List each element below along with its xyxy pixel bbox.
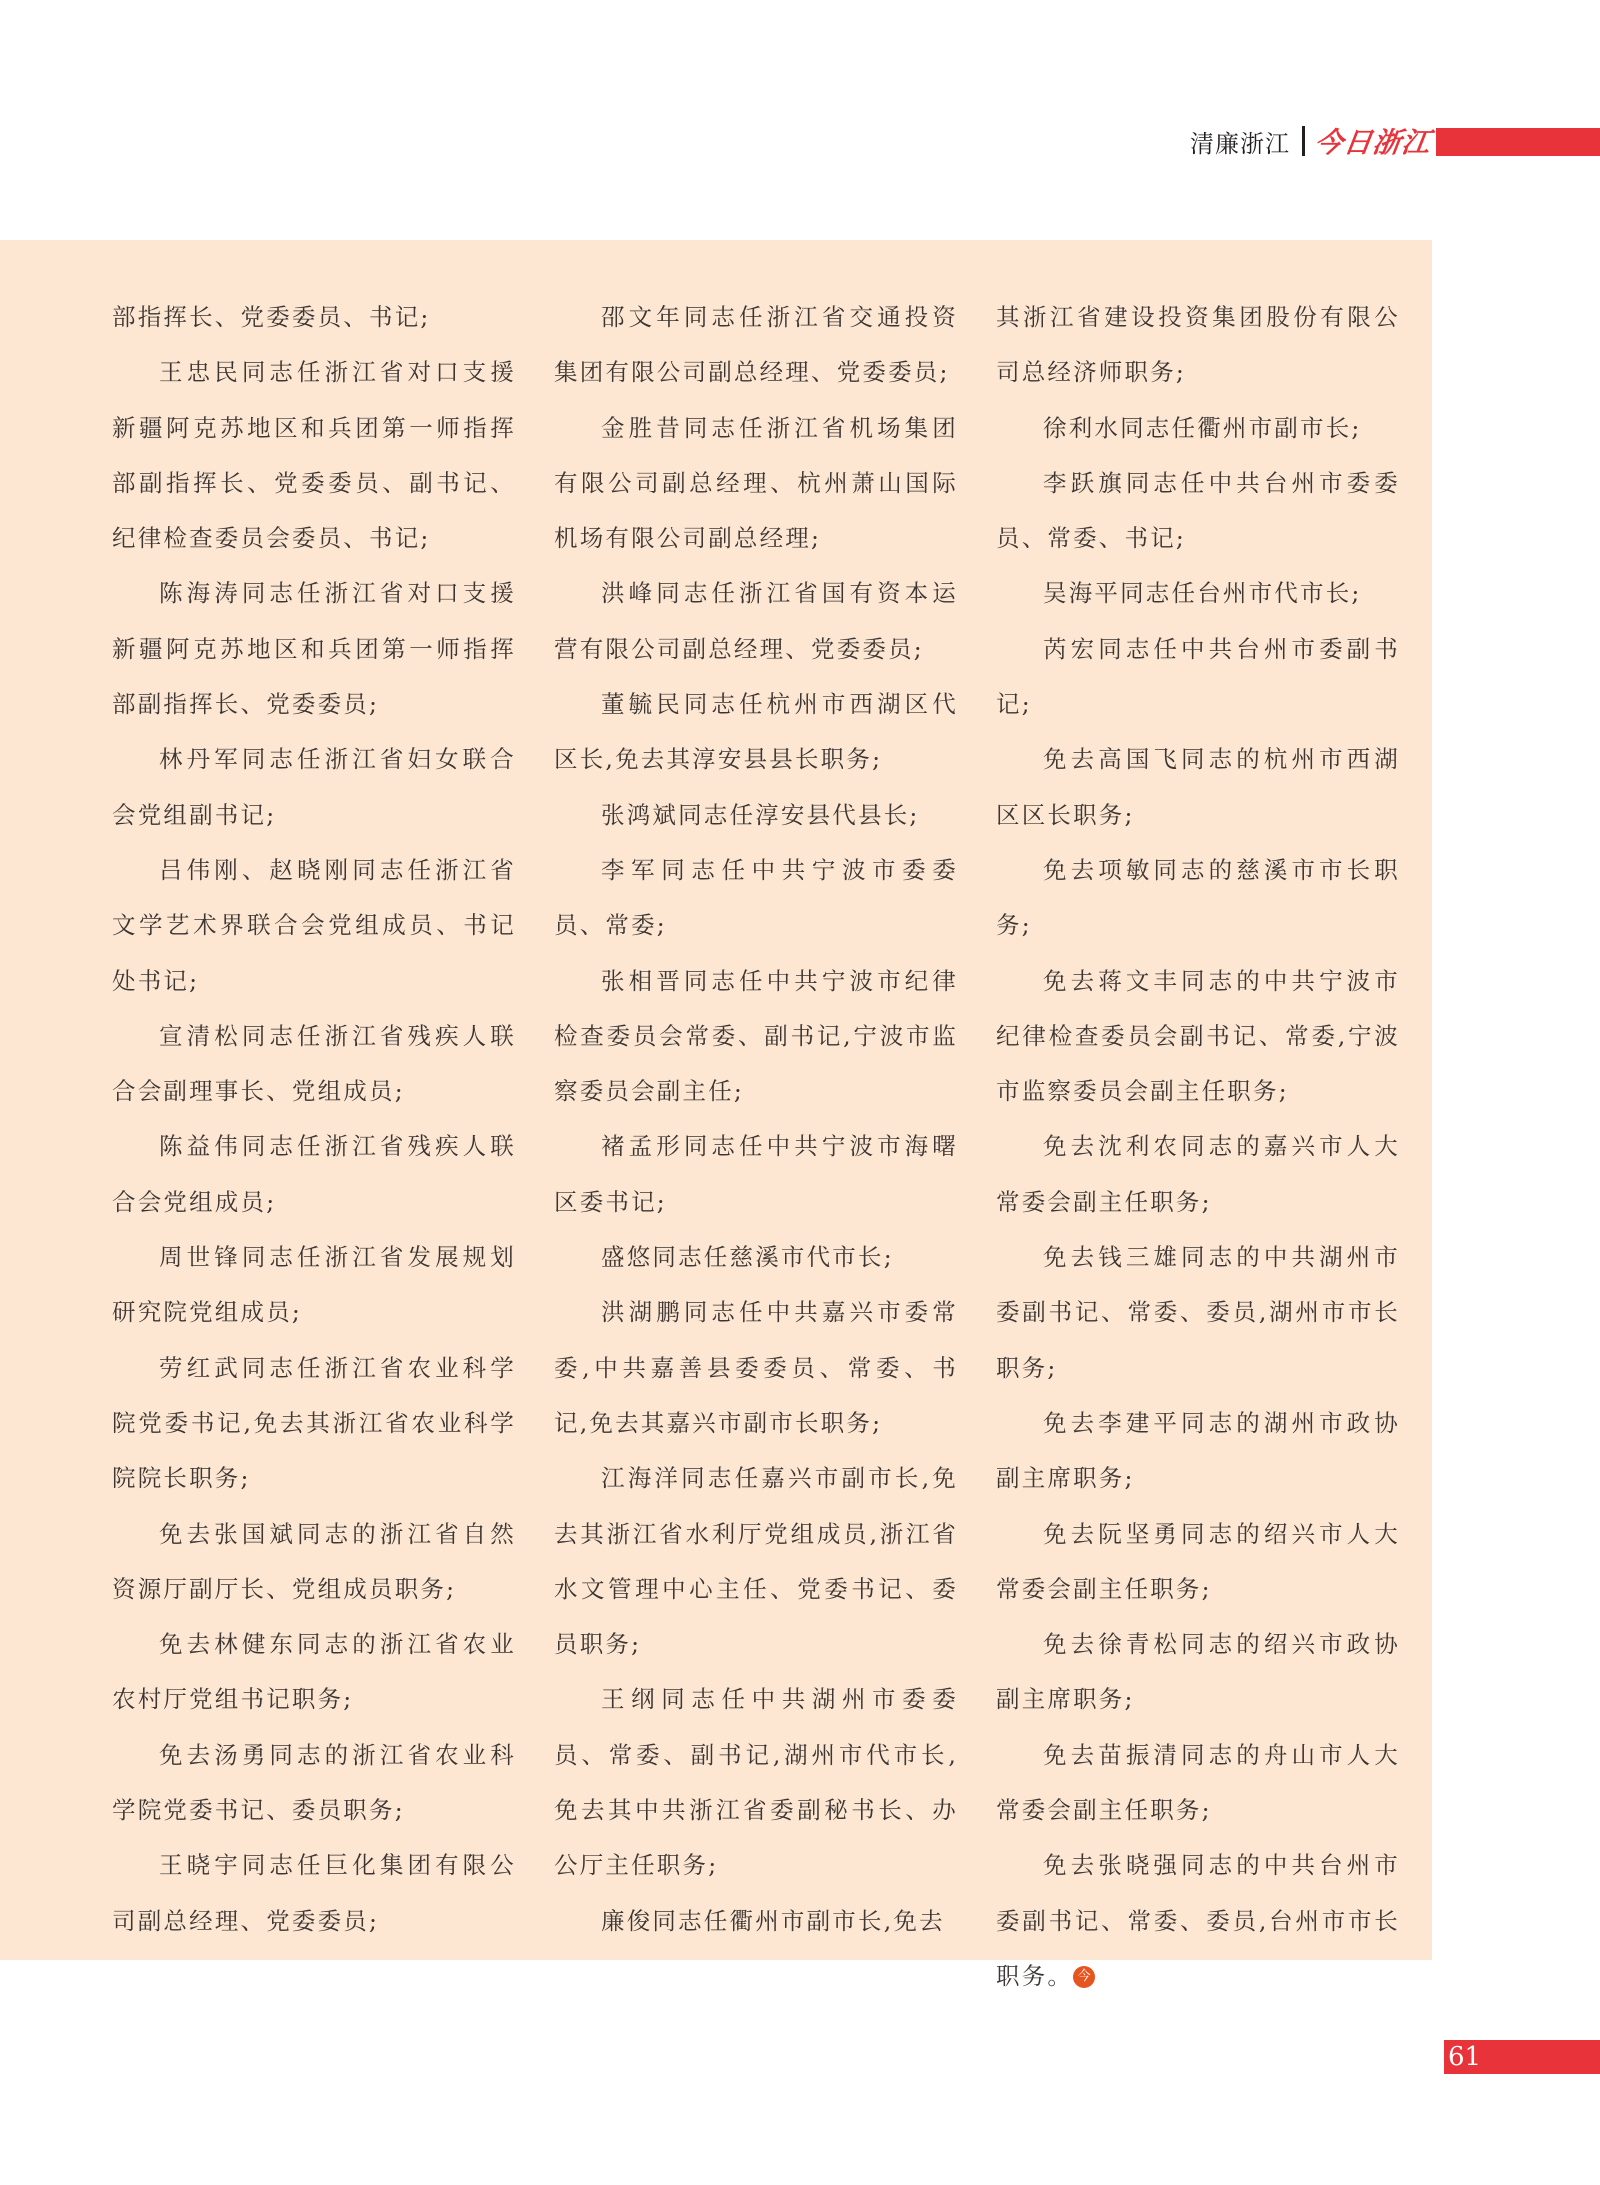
paragraph-text: 劳红武同志任浙江省农业科学院党委书记,免去其浙江省农业科学院院长职务; <box>112 1353 516 1493</box>
paragraph-text: 李跃旗同志任中共台州市委委员、常委、书记; <box>996 468 1400 553</box>
paragraph-text: 其浙江省建设投资集团股份有限公司总经济师职务; <box>996 303 1400 387</box>
paragraph-text: 芮宏同志任中共台州市委副书记; <box>996 634 1400 719</box>
page-number: 61 <box>1448 2042 1482 2072</box>
paragraph-text: 洪湖鹏同志任中共嘉兴市委常委,中共嘉善县委委员、常委、书记,免去其嘉兴市副市长职务; <box>554 1298 958 1437</box>
paragraph <box>554 788 958 843</box>
paragraph-text: 林丹军同志任浙江省妇女联合会党组副书记; <box>112 745 516 829</box>
end-mark-icon: 今 <box>1073 1966 1095 1988</box>
paragraph-text: 免去高国飞同志的杭州市西湖区区长职务; <box>996 745 1400 829</box>
paragraph-text: 免去林健东同志的浙江省农业农村厅党组书记职务; <box>112 1630 516 1714</box>
paragraph-text: 金胜昔同志任浙江省机场集团有限公司副总经理、杭州萧山国际机场有限公司副总经理; <box>554 413 958 553</box>
paragraph-text: 免去项敏同志的慈溪市市长职务; <box>996 855 1400 940</box>
paragraph-text: 免去阮坚勇同志的绍兴市人大常委会副主任职务; <box>996 1519 1400 1603</box>
paragraph-text: 免去苗振清同志的舟山市人大常委会副主任职务; <box>996 1740 1400 1825</box>
paragraph-text: 张鸿斌同志任淳安县代县长; <box>601 800 920 829</box>
paragraph <box>554 1894 958 1949</box>
paragraph-text: 免去蒋文丰同志的中共宁波市纪律检查委员会副书记、常委,宁波市监察委员会副主任职务; <box>996 966 1400 1106</box>
paragraph <box>996 1230 1400 1396</box>
paragraph-text: 董毓民同志任杭州市西湖区代区长,免去其淳安县县长职务; <box>554 690 958 774</box>
paragraph <box>554 1285 958 1451</box>
paragraph-text: 吕伟刚、赵晓刚同志任浙江省文学艺术界联合会党组成员、书记处书记; <box>112 855 516 995</box>
paragraph-text: 江海洋同志任嘉兴市副市长,免去其浙江省水利厅党组成员,浙江省水文管理中心主任、党委书记、委员职务; <box>554 1464 958 1659</box>
text-column-2 <box>554 290 958 1949</box>
paragraph-text: 张相晋同志任中共宁波市纪律检查委员会常委、副书记,宁波市监察委员会副主任; <box>554 966 958 1106</box>
paragraph <box>996 843 1400 954</box>
header-divider <box>1302 126 1305 156</box>
paragraph <box>996 566 1400 621</box>
paragraph <box>554 1119 958 1230</box>
paragraph-text: 免去张国斌同志的浙江省自然资源厅副厅长、党组成员职务; <box>112 1519 516 1603</box>
paragraph-text: 洪峰同志任浙江省国有资本运营有限公司副总经理、党委委员; <box>554 579 958 663</box>
paragraph-text: 部指挥长、党委委员、书记; <box>112 303 431 331</box>
paragraph <box>996 1119 1400 1230</box>
paragraph-text: 免去李建平同志的湖州市政协副主席职务; <box>996 1408 1400 1493</box>
paragraph <box>996 954 1400 1120</box>
paragraph-text: 免去徐青松同志的绍兴市政协副主席职务; <box>996 1630 1400 1714</box>
paragraph-text: 邵文年同志任浙江省交通投资集团有限公司副总经理、党委委员; <box>554 303 958 387</box>
paragraph-text: 免去钱三雄同志的中共湖州市委副书记、常委、委员,湖州市市长职务; <box>996 1243 1400 1382</box>
paragraph <box>112 732 516 843</box>
paragraph-text: 陈海涛同志任浙江省对口支援新疆阿克苏地区和兵团第一师指挥部副指挥长、党委委员; <box>112 579 516 719</box>
paragraph <box>112 345 516 566</box>
paragraph <box>554 954 958 1120</box>
paragraph-text: 陈益伟同志任浙江省残疾人联合会党组成员; <box>112 1132 516 1216</box>
paragraph-text: 廉俊同志任衢州市副市长,免去 <box>601 1906 945 1935</box>
page-header <box>1190 124 1434 159</box>
paragraph <box>996 1617 1400 1728</box>
paragraph <box>996 401 1400 456</box>
paragraph <box>996 456 1400 567</box>
paragraph <box>996 732 1400 843</box>
paragraph <box>112 1009 516 1120</box>
paragraph-text: 宣清松同志任浙江省残疾人联合会副理事长、党组成员; <box>112 1021 516 1106</box>
paragraph-text: 王晓宇同志任巨化集团有限公司副总经理、党委委员; <box>112 1851 516 1935</box>
paragraph <box>112 1230 516 1341</box>
text-column-1 <box>112 290 516 1949</box>
paragraph <box>554 843 958 954</box>
paragraph-text: 盛悠同志任慈溪市代市长; <box>601 1243 894 1272</box>
paragraph <box>554 401 958 567</box>
paragraph-text: 免去沈利农同志的嘉兴市人大常委会副主任职务; <box>996 1132 1400 1216</box>
paragraph <box>554 566 958 677</box>
paragraph <box>554 1672 958 1893</box>
paragraph <box>554 1451 958 1672</box>
paragraph <box>112 843 516 1009</box>
paragraph <box>554 1230 958 1285</box>
paragraph <box>996 1507 1400 1618</box>
paragraph-text: 王纲同志任中共湖州市委委员、常委、副书记,湖州市代市长,免去其中共浙江省委副秘书长、办公厅主任职务; <box>554 1685 958 1880</box>
paragraph-text: 吴海平同志任台州市代市长; <box>1043 579 1362 608</box>
paragraph <box>112 290 516 345</box>
section-title: 清廉浙江 <box>1190 129 1290 158</box>
paragraph <box>996 1396 1400 1507</box>
paragraph <box>554 677 958 788</box>
paragraph-text: 免去汤勇同志的浙江省农业科学院党委书记、委员职务; <box>112 1740 516 1825</box>
paragraph <box>996 1838 1400 2004</box>
header-accent-bar <box>1436 128 1600 156</box>
paragraph <box>112 566 516 732</box>
paragraph-text: 王忠民同志任浙江省对口支援新疆阿克苏地区和兵团第一师指挥部副指挥长、党委委员、副书记、纪律检查委员会委员、书记; <box>112 358 516 553</box>
paragraph <box>996 622 1400 733</box>
paragraph <box>112 1617 516 1728</box>
magazine-logo: 今日浙江 <box>1312 126 1434 159</box>
paragraph <box>554 290 958 401</box>
paragraph-text: 徐利水同志任衢州市副市长; <box>1043 413 1362 442</box>
paragraph-text: 免去张晓强同志的中共台州市委副书记、常委、委员,台州市市长职务。 <box>996 1851 1400 1990</box>
paragraph-text: 褚孟形同志任中共宁波市海曙区委书记; <box>554 1132 958 1216</box>
paragraph <box>112 1728 516 1839</box>
paragraph <box>112 1119 516 1230</box>
page-number-bar <box>1444 2040 1600 2074</box>
paragraph <box>112 1838 516 1949</box>
paragraph <box>996 1728 1400 1839</box>
paragraph-text: 周世锋同志任浙江省发展规划研究院党组成员; <box>112 1243 516 1327</box>
paragraph <box>996 290 1400 401</box>
paragraph <box>112 1341 516 1507</box>
text-column-3 <box>996 290 1400 2004</box>
paragraph-text: 李军同志任中共宁波市委委员、常委; <box>554 855 958 940</box>
paragraph <box>112 1507 516 1618</box>
